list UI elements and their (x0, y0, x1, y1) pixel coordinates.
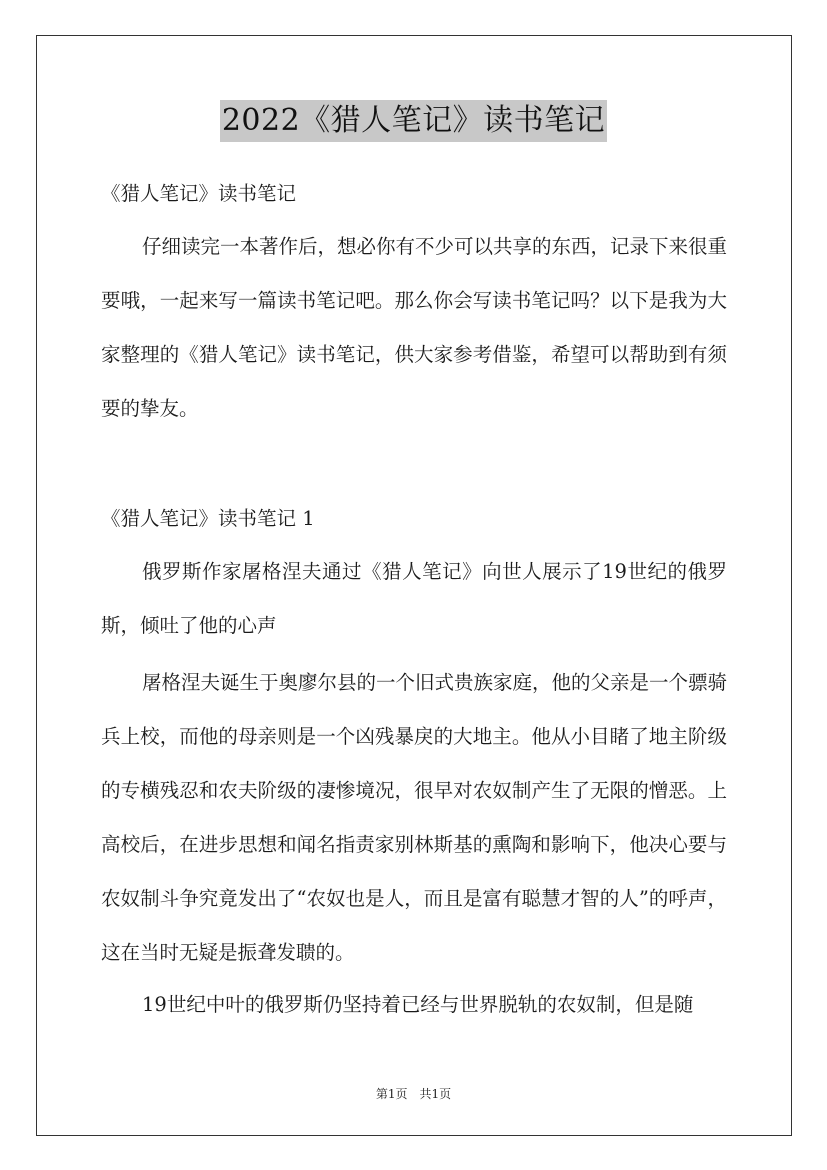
title-container (0, 100, 827, 142)
body-paragraph-3: 19世纪中叶的俄罗斯仍坚持着已经与世界脱轨的农奴制，但是随 (142, 993, 694, 1016)
intro-paragraph: 仔细读完一本著作后，想必你有不少可以共享的东西，记录下来很重要哦，一起来写一篇读书笔记吧。那么你会写读书笔记吗？以下是我为大家整理的《猎人笔记》读书笔记，供大家参考借鉴，希望可以帮助到有须要的挚友。 (101, 235, 728, 420)
page-footer (0, 1085, 827, 1102)
page-number-total: 共1页 (419, 1087, 452, 1101)
document-title: 2022《猎人笔记》读书笔记 (220, 100, 607, 142)
page-number-current: 第1页 (375, 1087, 408, 1101)
body-paragraph-1: 俄罗斯作家屠格涅夫通过《猎人笔记》向世人展示了19世纪的俄罗斯，倾吐了他的心声 (101, 560, 727, 637)
document-subtitle: 《猎人笔记》读书笔记 (101, 182, 297, 205)
section-heading: 《猎人笔记》读书笔记 1 (101, 507, 315, 530)
body-paragraph-2: 屠格涅夫诞生于奥廖尔县的一个旧式贵族家庭，他的父亲是一个骠骑兵上校，而他的母亲则是一个凶残暴戾的大地主。他从小目睹了地主阶级的专横残忍和农夫阶级的凄惨境况，很早对农奴制产生了无限的憎恶。上高校后，在进步思想和闻名指责家别林斯基的熏陶和影响下，他决心要与农奴制斗争究竟发出了“农奴也是人，而且是富有聪慧才智的人”的呼声，这在当时无疑是振聋发聩的。 (101, 671, 728, 964)
